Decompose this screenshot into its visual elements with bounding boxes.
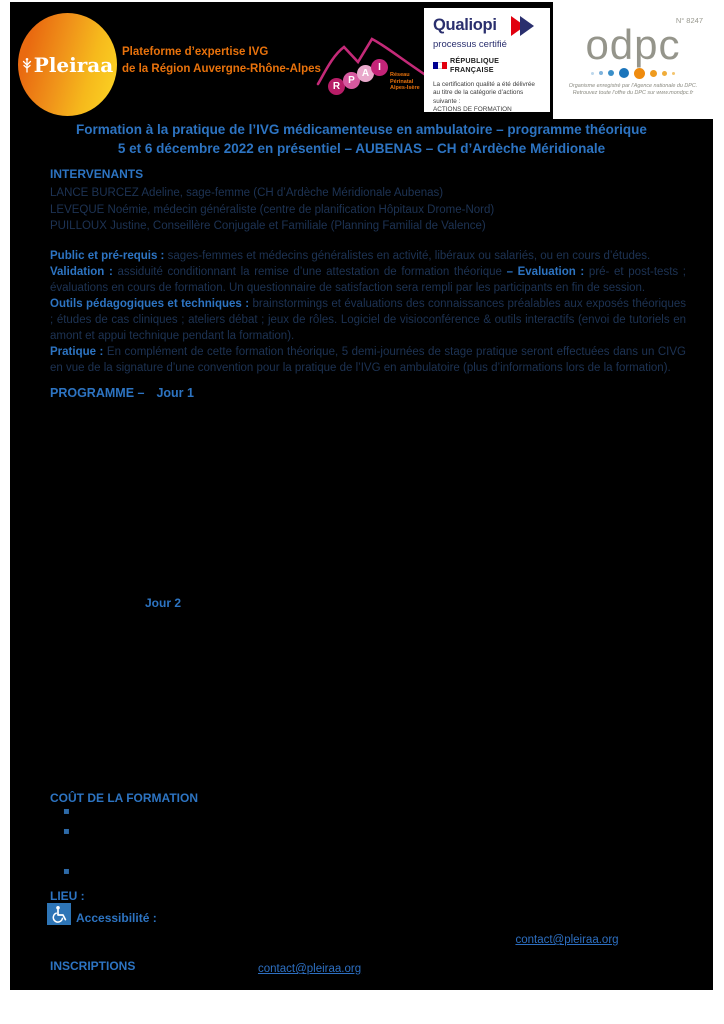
title-line1: Formation à la pratique de l’IVG médicamenteuse en ambulatoire – programme théorique: [76, 122, 647, 137]
validation-text2: pré- et post-tests ; évaluations en cours de formation. Un questionnaire de satisfaction sera rempli par les participants en fin de session.: [50, 265, 686, 294]
programme-jour2-label: Jour 2: [145, 596, 182, 610]
accessibilite-heading: Accessibilité :: [76, 911, 157, 925]
qualiopi-cert-line1: La certification qualité a été délivrée: [433, 81, 535, 88]
rpai-letter-i: [371, 59, 388, 76]
pleiraa-tagline: [122, 44, 321, 78]
odpc-note-line2: Retrouvez toute l’offre du DPC sur www.mondpc.fr: [572, 90, 694, 96]
qualiopi-cert-line3: ACTIONS DE FORMATION: [433, 106, 512, 114]
cout-bullet: ▪: [63, 826, 70, 837]
rpai-i: I: [378, 62, 381, 73]
validation-label: Validation :: [50, 265, 113, 278]
validation-paragraph: [50, 264, 686, 296]
validation-text1: assiduité conditionnant la remise d’une attestation de formation théorique: [112, 265, 507, 278]
info-paragraphs: [50, 248, 686, 376]
rpai-r: R: [332, 81, 341, 92]
qualiopi-republique: RÉPUBLIQUE FRANÇAISE: [450, 56, 500, 74]
intervenant-row: LANCE BURCEZ Adeline, sage-femme (CH d’Ardèche Méridionale Aubenas): [50, 187, 444, 199]
odpc-note-line1: Organisme enregistré par l’Agence nationale du DPC.: [568, 83, 698, 89]
qualiopi-wordmark: Qualiopi: [433, 16, 497, 34]
pratique-label: Pratique :: [50, 345, 104, 358]
rpai-p: P: [348, 75, 355, 86]
intervenant-row: PUILLOUX Justine, Conseillère Conjugale et Familiale (Planning Familial de Valence): [50, 220, 486, 232]
lieu-heading: LIEU :: [50, 889, 85, 903]
document-page: [10, 2, 713, 990]
document-body: [50, 166, 686, 401]
odpc-logo-box: [553, 0, 713, 119]
programme-prefix: PROGRAMME –: [50, 385, 145, 400]
cout-bullet: ▪: [63, 866, 70, 877]
inscriptions-heading: INSCRIPTIONS: [50, 959, 136, 973]
pleiraa-wordmark: [22, 53, 113, 77]
tagline-line2: de la Région Auvergne-Rhône-Alpes: [122, 63, 321, 75]
intervenant-row: LEVEQUE Noémie, médecin généraliste (centre de planification Hôpitaux Drome-Nord): [50, 203, 495, 216]
rpai-logo: [316, 32, 434, 116]
qualiopi-cert-line2: au titre de la catégorie d’actions suivante :: [433, 89, 524, 105]
tree-icon: [22, 57, 32, 73]
cout-bullet: ▪: [63, 806, 70, 817]
outils-label: Outils pédagogiques et techniques :: [50, 297, 250, 310]
pratique-text: En complément de cette formation théorique, 5 demi-journées de stage pratique seront effectuées dans un CIVG en vue de la signature d’une convention pour la pratique de l’IVG en ambulatoire (plus d’informations lors de la formation).: [50, 345, 686, 374]
pleiraa-name: Pleiraa: [33, 52, 114, 77]
rpai-caption: [390, 72, 420, 92]
programme-jour1-label: Jour 1: [156, 385, 194, 400]
tagline-line1: Plateforme d’expertise IVG: [122, 46, 269, 58]
intervenants-list: [50, 185, 686, 235]
qualiopi-subtitle: processus certifié: [433, 39, 507, 50]
inscriptions-email-link[interactable]: contact@pleiraa.org: [258, 963, 362, 975]
public-label: Public et pré-requis :: [50, 249, 165, 262]
pratique-paragraph: [50, 344, 686, 376]
programme-heading: [50, 385, 686, 401]
intervenants-heading: INTERVENANTS: [50, 167, 144, 181]
rpai-a: A: [361, 68, 370, 79]
cout-heading: COÛT DE LA FORMATION: [50, 791, 198, 805]
rpai-caption-line1: Réseau: [390, 72, 410, 78]
public-text: sages-femmes et médecins généralistes en activité, libéraux ou salariés, ou en cours d’études.: [164, 249, 651, 262]
qualiopi-certification-text: [433, 81, 543, 115]
outils-text: brainstormings et évaluations des connaissances préalables aux exposés théoriques ; études de cas cliniques ; ateliers débat ; jeux de rôles. Logiciel de visioconférence & outils interactifs (envoi de tutoriels en amont et appui technique pendant la formation).: [50, 297, 686, 342]
public-paragraph: [50, 248, 686, 264]
contact-email-link[interactable]: contact@pleiraa.org: [515, 934, 619, 946]
odpc-note: [553, 83, 713, 97]
rpai-caption-line3: Alpes-Isère: [390, 85, 420, 91]
rpai-caption-line2: Périnatal: [390, 78, 414, 85]
pleiraa-logo: [18, 13, 117, 116]
qualiopi-logo-box: [424, 8, 550, 112]
odpc-wordmark: odpc: [585, 21, 681, 68]
wheelchair-icon: [47, 903, 71, 925]
outils-paragraph: [50, 296, 686, 344]
odpc-number: N° 8247: [675, 16, 703, 25]
french-flag-icon: [433, 62, 447, 69]
odpc-dots-decoration: [553, 67, 713, 79]
title-line2: 5 et 6 décembre 2022 en présentiel – AUBENAS – CH d’Ardèche Méridionale: [117, 141, 606, 156]
evaluation-label: – Evaluation :: [506, 265, 585, 278]
document-title: [10, 120, 713, 158]
